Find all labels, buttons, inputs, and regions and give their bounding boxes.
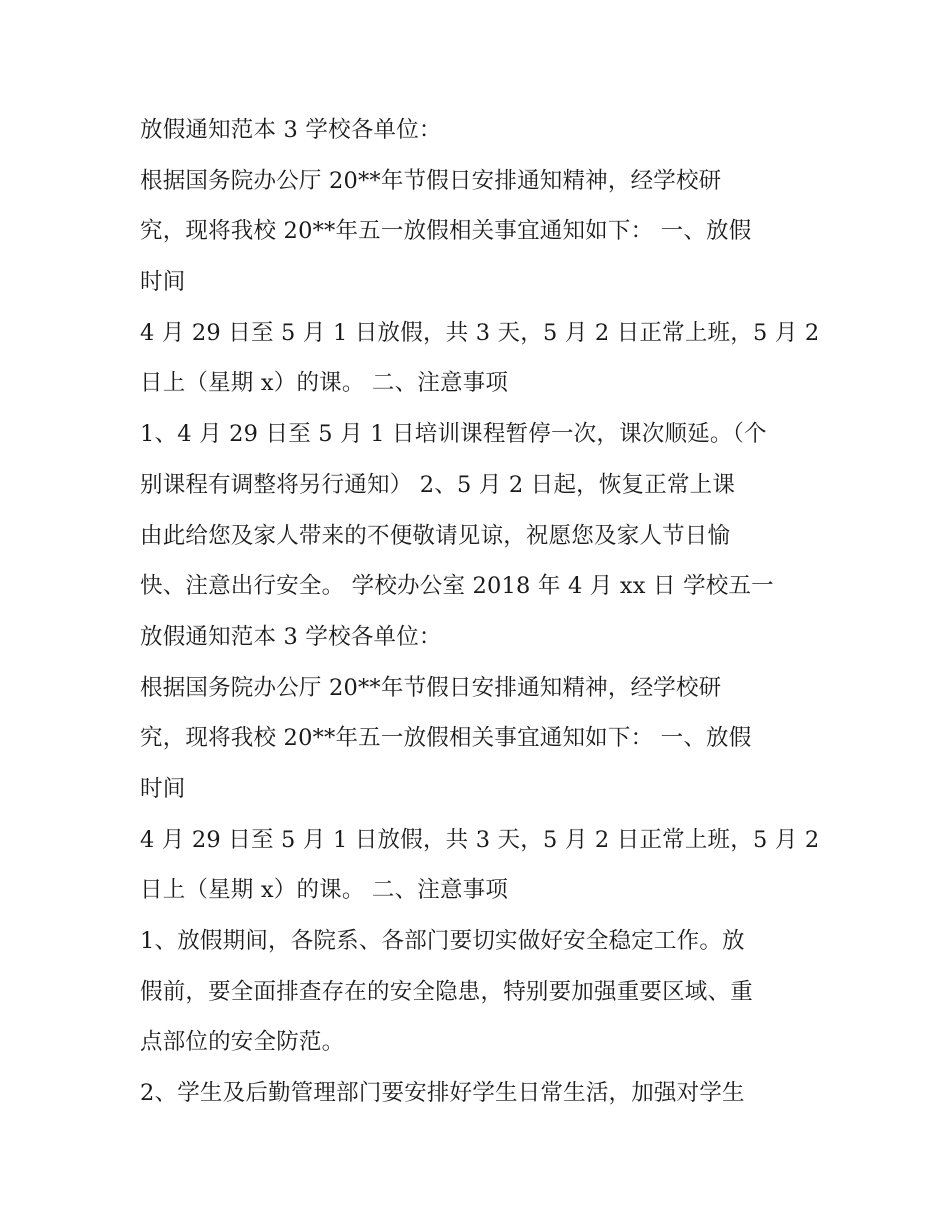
text-line: 1、放假期间，各院系、各部门要切实做好安全稳定工作。放 bbox=[140, 928, 745, 954]
text-line: 别课程有调整将另行通知） 2、5 月 2 日起，恢复正常上课 bbox=[140, 471, 736, 498]
text-line: 点部位的安全防范。 bbox=[140, 1029, 345, 1056]
text-line: 时间 bbox=[140, 775, 186, 802]
text-line: 4 月 29 日至 5 月 1 日放假，共 3 天，5 月 2 日正常上班，5 月 2 bbox=[140, 319, 820, 346]
text-line: 1、4 月 29 日至 5 月 1 日培训课程暂停一次，课次顺延。（个 bbox=[140, 421, 767, 448]
text-line: 究，现将我校 20**年五一放假相关事宜通知如下： 一、放假 bbox=[140, 218, 752, 245]
text-line: 根据国务院办公厅 20**年节假日安排通知精神，经学校研 bbox=[140, 167, 722, 194]
text-line: 放假通知范本 3 学校各单位： bbox=[140, 623, 442, 650]
text-line: 4 月 29 日至 5 月 1 日放假，共 3 天，5 月 2 日正常上班，5 月 2 bbox=[140, 826, 820, 853]
text-line: 日上（星期 x）的课。 二、注意事项 bbox=[140, 877, 509, 904]
text-line: 时间 bbox=[140, 269, 186, 296]
text-line: 由此给您及家人带来的不便敬请见谅，祝愿您及家人节日愉 bbox=[140, 522, 731, 549]
text-line: 究，现将我校 20**年五一放假相关事宜通知如下： 一、放假 bbox=[140, 725, 752, 752]
text-line: 放假通知范本 3 学校各单位： bbox=[140, 117, 442, 143]
text-line: 根据国务院办公厅 20**年节假日安排通知精神，经学校研 bbox=[140, 674, 722, 701]
text-line: 日上（星期 x）的课。 二、注意事项 bbox=[140, 370, 509, 397]
text-line: 快、注意出行安全。 学校办公室 2018 年 4 月 xx 日 学校五一 bbox=[140, 573, 774, 600]
document-body bbox=[140, 105, 840, 1119]
text-line: 假前，要全面排查存在的安全隐患，特别要加强重要区域、重 bbox=[140, 978, 753, 1005]
text-line: 2、学生及后勤管理部门要安排好学生日常生活，加强对学生 bbox=[140, 1080, 745, 1107]
